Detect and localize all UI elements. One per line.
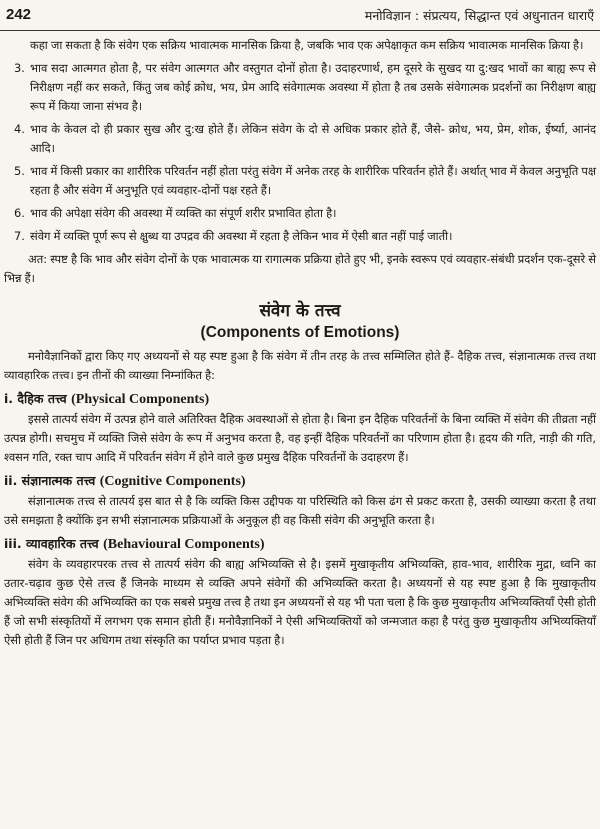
list-item (0, 162, 600, 200)
subsection-heading-behavioural (0, 534, 600, 555)
list-text: भाव की अपेक्षा संवेग की अवस्था में व्यक्ति का संपूर्ण शरीर प्रभावित होता है। (30, 206, 337, 220)
subsection-label: i. दैहिक तत्त्व (4, 391, 67, 406)
list-text: भाव के केवल दो ही प्रकार सुख और दु:ख होते हैं। लेकिन संवेग के दो से अधिक प्रकार होते हैं, जैसे- क्रोध, भय, प्रेम, शोक, ईर्ष्या, आनंद आदि। (30, 122, 596, 155)
subsection-text-behavioural: संवेग के व्यवहारपरक तत्त्व से तात्पर्य संवेग की बाह्य अभिव्यक्ति से है। इसमें मुखाकृतीय अभिव्यक्ति, हाव-भाव, शारीरिक मुद्रा, ध्वनि का उतार-चढ़ाव कुछ ऐसे तत्त्व हैं जिनके माध्यम से व्यक्ति अपने संवेगों की अभिव्यक्ति करता है। अध्ययनों से यह स्पष्ट हुआ है कि मुखाकृतीय अभिव्यक्ति संवेग की अभिव्यक्ति का एक सबसे प्रमुख तत्त्व है तथा इन अध्ययनों से यह भी पता चला है कि कुछ मुखाकृतीय अभिव्यक्तियाँ ऐसी होती हैं जो सभी संस्कृतियों में लगभग एक समान होती हैं। मनोवैज्ञानिकों ने ऐसी अभिव्यक्तियों को जन्मजात कहा है परंतु कुछ मुखाकृतीय अभिव्यक्तियाँ ऐसी होती हैं जिन पर अधिगम तथा संस्कृति का पर्याप्त प्रभाव पड़ता है। (4, 557, 596, 647)
subsection-label: ii. संज्ञानात्मक तत्त्व (4, 473, 96, 488)
list-item (0, 204, 600, 223)
list-text: भाव सदा आत्मगत होता है, पर संवेग आत्मगत और वस्तुगत दोनों होता है। उदाहरणार्थ, हम दूसरे के सुखद या दु:खद भावों का बाह्य रूप से निरीक्षण नहीं कर सकते, किंतु जब कोई क्रोध, भय, प्रेम आदि संवेगात्मक अवस्था में होता है तब उसके संवेगात्मक प्रदर्शनों का निरीक्षण बाह्य रूप में किया जाना संभव है। (30, 61, 596, 113)
section-intro: मनोवैज्ञानिकों द्वारा किए गए अध्ययनों से यह स्पष्ट हुआ है कि संवेग में तीन तरह के तत्त्व सम्मिलित होते हैं- दैहिक तत्त्व, संज्ञानात्मक तत्त्व तथा व्यावहारिक तत्त्व। इन तीनों की व्याख्या निम्नांकित है: (4, 349, 596, 382)
section-title-hindi: संवेग के तत्त्व (259, 301, 341, 321)
page-number: 242 (6, 6, 32, 23)
list-number: 7. (14, 229, 25, 243)
section-heading (0, 300, 600, 343)
subsection-label-english: (Behavioural Components) (103, 537, 265, 552)
intro-continuation: कहा जा सकता है कि संवेग एक सक्रिय भावात्मक मानसिक क्रिया है, जबकि भाव एक अपेक्षाकृत कम सक्रिय भावात्मक मानसिक क्रिया है। (30, 38, 584, 52)
subsection-text-physical: इससे तात्पर्य संवेग में उत्पन्न होने वाले अतिरिक्त दैहिक अवस्थाओं से होता है। बिना इन दैहिक परिवर्तनों के बिना व्यक्ति में संवेग की तीव्रता नहीं उत्पन्न होगी। सचमुच में व्यक्ति जिसे संवेग के रूप में अनुभव करता है, वह इन्हीं दैहिक परिवर्तनों का परिणाम होता है। हृदय की गति, नाड़ी की गति, श्वसन गति, रक्त चाप आदि में परिवर्तन संवेग में होने वाले कुछ प्रमुख दैहिक परिवर्तनों के उदाहरण हैं। (4, 412, 596, 464)
page-body (0, 36, 600, 650)
list-item (0, 120, 600, 158)
running-title: मनोविज्ञान : संप्रत्यय, सिद्धान्त एवं अधुनातन धाराएँ (364, 8, 594, 23)
subsection-label-english: (Cognitive Components) (99, 474, 246, 489)
page-header (0, 0, 600, 31)
subsection-text-cognitive: संज्ञानात्मक तत्त्व से तात्पर्य इस बात से है कि व्यक्ति किस उद्दीपक या परिस्थिति को किस ढंग से प्रकट करता है, उसकी व्याख्या करता है तथा उसे समझता है क्योंकि इन सभी संज्ञानात्मक प्रक्रियाओं के अनुकूल ही वह किसी संवेग की अनुभूति करता है। (4, 494, 596, 527)
list-number: 4. (14, 122, 25, 136)
list-item (0, 227, 600, 246)
conclusion-paragraph: अत: स्पष्ट है कि भाव और संवेग दोनों के एक भावात्मक या रागात्मक प्रक्रिया होते हुए भी, इनके स्वरूप एवं व्यवहार-संबंधी प्रदर्शन एक-दूसरे से भिन्न हैं। (4, 252, 596, 285)
list-item (0, 59, 600, 116)
subsection-heading-cognitive (0, 471, 600, 492)
section-title-english: (Components of Emotions) (200, 324, 400, 341)
list-number: 5. (14, 164, 25, 178)
list-text: संवेग में व्यक्ति पूर्ण रूप से क्षुब्ध या उपद्रव की अवस्था में रहता है लेकिन भाव में ऐसी बात नहीं पाई जाती। (30, 229, 453, 243)
subsection-label: iii. व्यावहारिक तत्त्व (4, 536, 99, 551)
subsection-heading-physical (0, 389, 600, 410)
list-text: भाव में किसी प्रकार का शारीरिक परिवर्तन नहीं होता परंतु संवेग में अनेक तरह के शारीरिक परिवर्तन होते हैं। अर्थात् भाव में केवल अनुभूति पक्ष रहता है और संवेग में अनुभूति एवं व्यवहार-दोनों पक्ष रहते हैं। (30, 164, 596, 197)
subsection-label-english: (Physical Components) (71, 392, 210, 407)
list-number: 3. (14, 61, 25, 75)
list-number: 6. (14, 206, 25, 220)
